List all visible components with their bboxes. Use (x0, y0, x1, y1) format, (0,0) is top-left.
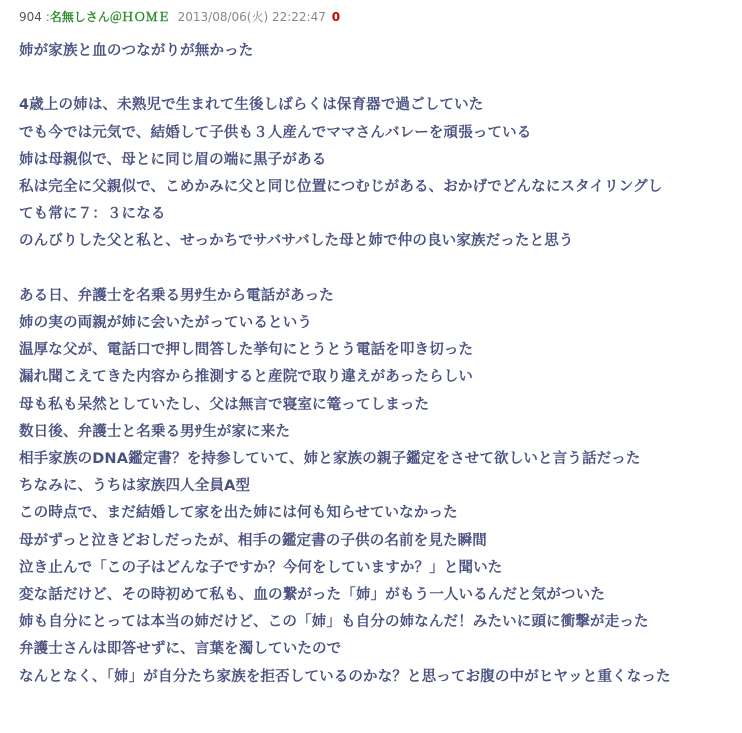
body-line: 母も私も呆然としていたし、父は無言で寝室に篭ってしまった (19, 396, 430, 413)
body-line: この時点で、まだ結婚して家を出た姉には何も知らせていなかった (19, 505, 458, 522)
body-line: 4歳上の姉は、未熟児で生まれて生後しばらくは保育器で過ごしていた (19, 97, 484, 114)
post-number[interactable]: 904 (19, 10, 42, 24)
body-line: 相手家族のDNA鑑定書？を持参していて、姉と家族の親子鑑定をさせて欲しいと言う話だった (19, 451, 641, 468)
body-line: でも今では元気で、結婚して子供も３人産んでママさんバレーを頑張っている (19, 124, 532, 141)
blank-line (19, 65, 731, 92)
post-date: 2013/08/06(火) 22:22:47 (177, 10, 326, 24)
body-line: なんとなく、「姉」が自分たち家族を拒否しているのかな？と思ってお腹の中がヒヤッと重くなった (19, 668, 671, 685)
body-line: 漏れ聞こえてきた内容から推測すると産院で取り違えがあったらしい (19, 369, 474, 386)
body-line: ても常に７：３になる (19, 206, 166, 223)
body-line: 泣き止んで「この子はどんな子ですか？今何をしていますか？」と聞いた (19, 559, 503, 576)
body-line: ある日、弁護士を名乗る男ｻ生から電話があった (19, 287, 334, 304)
blank-line (19, 256, 731, 283)
body-line: 弁護士さんは即答せずに、言葉を濁していたので (19, 641, 342, 658)
body-line: 母がずっと泣きどおしだったが、相手の鑑定書の子供の名前を見た瞬間 (19, 532, 487, 549)
body-line: ちなみに、うちは家族四人全員A型 (19, 478, 251, 495)
body-line: のんびりした父と私と、せっかちでサバサバした母と姉で仲の良い家族だったと思う (19, 233, 574, 250)
post-body (19, 38, 731, 691)
body-line: 私は完全に父親似で、こめかみに父と同じ位置につむじがある、おかげでどんなにスタイリングし (19, 179, 663, 195)
post-header (19, 9, 742, 25)
post-separator: : (41, 10, 50, 24)
body-line: 変な話だけど、その時初めて私も、血の繋がった「姉」がもう一人いるんだと気がついた (19, 587, 605, 604)
body-line: 温厚な父が、電話口で押し問答した挙句にとうとう電話を叩き切った (19, 342, 474, 359)
body-line: 姉は母親似で、母とに同じ眉の端に黒子がある (19, 151, 327, 168)
reply-count[interactable]: 0 (331, 10, 341, 24)
body-line: 姉が家族と血のつながりが無かった (19, 43, 254, 59)
body-line: 姉も自分にとっては本当の姉だけど、この「姉」も自分の姉なんだ！みたいに頭に衝撃が走った (19, 614, 649, 631)
body-line: 姉の実の両親が姉に会いたがっているという (19, 315, 312, 331)
poster-name: 名無しさん＠ＨＯＭＥ (49, 10, 170, 24)
body-line: 数日後、弁護士と名乗る男ｻ生が家に来た (19, 423, 291, 440)
